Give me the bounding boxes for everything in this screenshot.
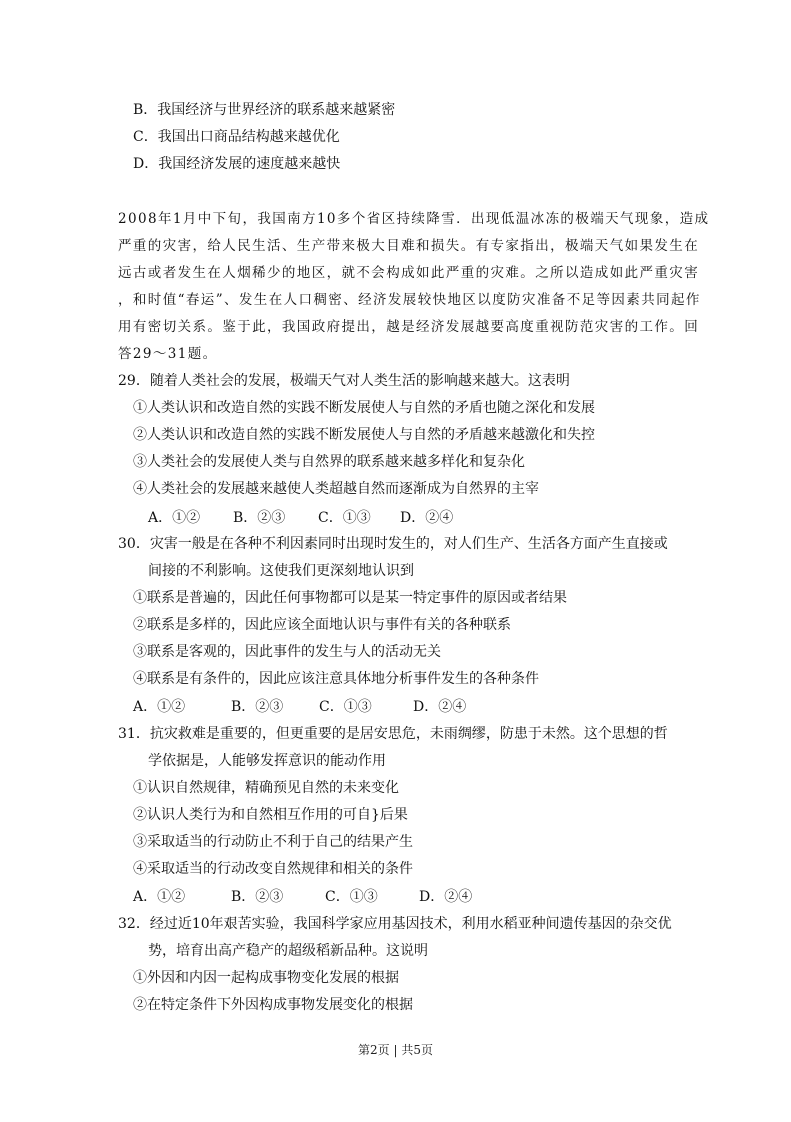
question-30-choices <box>133 698 466 716</box>
question-29-choices <box>148 509 453 527</box>
choice-b: B．②③ <box>233 510 286 526</box>
question-30-item: ①联系是普遍的，因此任何事物都可以是某一特定事件的原因或者结果 <box>133 590 567 606</box>
question-31-item: ①认识自然规律，精确预见自然的未来变化 <box>133 780 399 796</box>
passage-line: ，和时值“春运”、发生在人口稠密、经济发展较快地区以度防灾准备不足等因素共同起作 <box>118 292 701 308</box>
passage-line: 2008年1月中下旬，我国南方10多个省区持续降雪．出现低温冰冻的极端天气现象，造成 <box>118 211 710 227</box>
passage-line: 远古或者发生在人烟稀少的地区，就不会构成如此严重的灾难。之所以造成如此严重灾害 <box>118 265 700 281</box>
choice-c: C．①③ <box>319 699 372 715</box>
question-29-item: ②人类认识和改造自然的实践不断发展使人与自然的矛盾越来越激化和失控 <box>133 427 595 443</box>
question-29-stem: 29．随着人类社会的发展，极端天气对人类生活的影响越来越大。这表明 <box>118 373 570 389</box>
choice-d: D．②④ <box>413 699 467 715</box>
question-31-stem: 31．抗灾救难是重要的，但更重要的是居安思危，未雨绸缪，防患于未然。这个思想的哲 <box>118 726 668 742</box>
option-line: B．我国经济与世界经济的联系越来越紧密 <box>133 102 396 118</box>
choice-a: A．①② <box>133 699 186 715</box>
choice-c: C．①③ <box>318 510 371 526</box>
question-32-stem: 32．经过近10年艰苦实验，我国科学家应用基因技术，利用水稻亚种间遗传基因的杂交优 <box>118 916 672 932</box>
choice-b: B．②③ <box>231 889 284 905</box>
question-32-item: ②在特定条件下外因构成事物发展变化的根据 <box>133 997 413 1013</box>
question-30-stem: 间接的不利影响。这使我们更深刻地认识到 <box>148 563 414 579</box>
choice-c: C．①③ <box>325 889 378 905</box>
choice-b: B．②③ <box>231 699 284 715</box>
passage-line: 答29～31题。 <box>118 346 218 362</box>
option-line: C．我国出口商品结构越来越优化 <box>133 129 340 145</box>
choice-d: D．②④ <box>400 510 454 526</box>
question-29-item: ①人类认识和改造自然的实践不断发展使人与自然的矛盾也随之深化和发展 <box>133 400 595 416</box>
question-31-item: ②认识人类行为和自然相互作用的可自}后果 <box>133 807 408 823</box>
page-number: 第2页 | 共5页 <box>358 1043 433 1057</box>
question-30-stem: 30．灾害一般是在各种不利因素同时出现时发生的，对人们生产、生活各方面产生直接或 <box>118 536 668 552</box>
question-29-item: ④人类社会的发展越来越使人类超越自然而逐渐成为自然界的主宰 <box>133 481 539 497</box>
question-31-item: ④采取适当的行动改变自然规律和相关的条件 <box>133 861 413 877</box>
passage-line: 用有密切关系。鉴于此，我国政府提出，越是经济发展越要高度重视防范灾害的工作。回 <box>118 319 700 335</box>
choice-d: D．②④ <box>419 889 473 905</box>
choice-a: A．①② <box>133 889 186 905</box>
question-30-item: ③联系是客观的，因此事件的发生与人的活动无关 <box>133 644 441 660</box>
question-31-item: ③采取适当的行动防止不利于自己的结果产生 <box>133 834 413 850</box>
choice-a: A．①② <box>148 510 201 526</box>
question-30-item: ④联系是有条件的，因此应该注意具体地分析事件发生的各种条件 <box>133 671 539 687</box>
question-31-choices <box>133 888 472 906</box>
option-line: D．我国经济发展的速度越来越快 <box>133 156 341 172</box>
question-29-item: ③人类社会的发展使人类与自然界的联系越来越多样化和复杂化 <box>133 454 525 470</box>
question-30-item: ②联系是多样的，因此应该全面地认识与事件有关的各种联系 <box>133 617 511 633</box>
question-31-stem: 学依据是，人能够发挥意识的能动作用 <box>148 753 386 769</box>
question-32-stem: 势，培育出高产稳产的超级稻新品种。这说明 <box>148 943 428 959</box>
passage-line: 严重的灾害，给人民生活、生产带来极大目难和损失。有专家指出，极端天气如果发生在 <box>118 238 700 254</box>
question-32-item: ①外因和内因一起构成事物变化发展的根据 <box>133 970 399 986</box>
